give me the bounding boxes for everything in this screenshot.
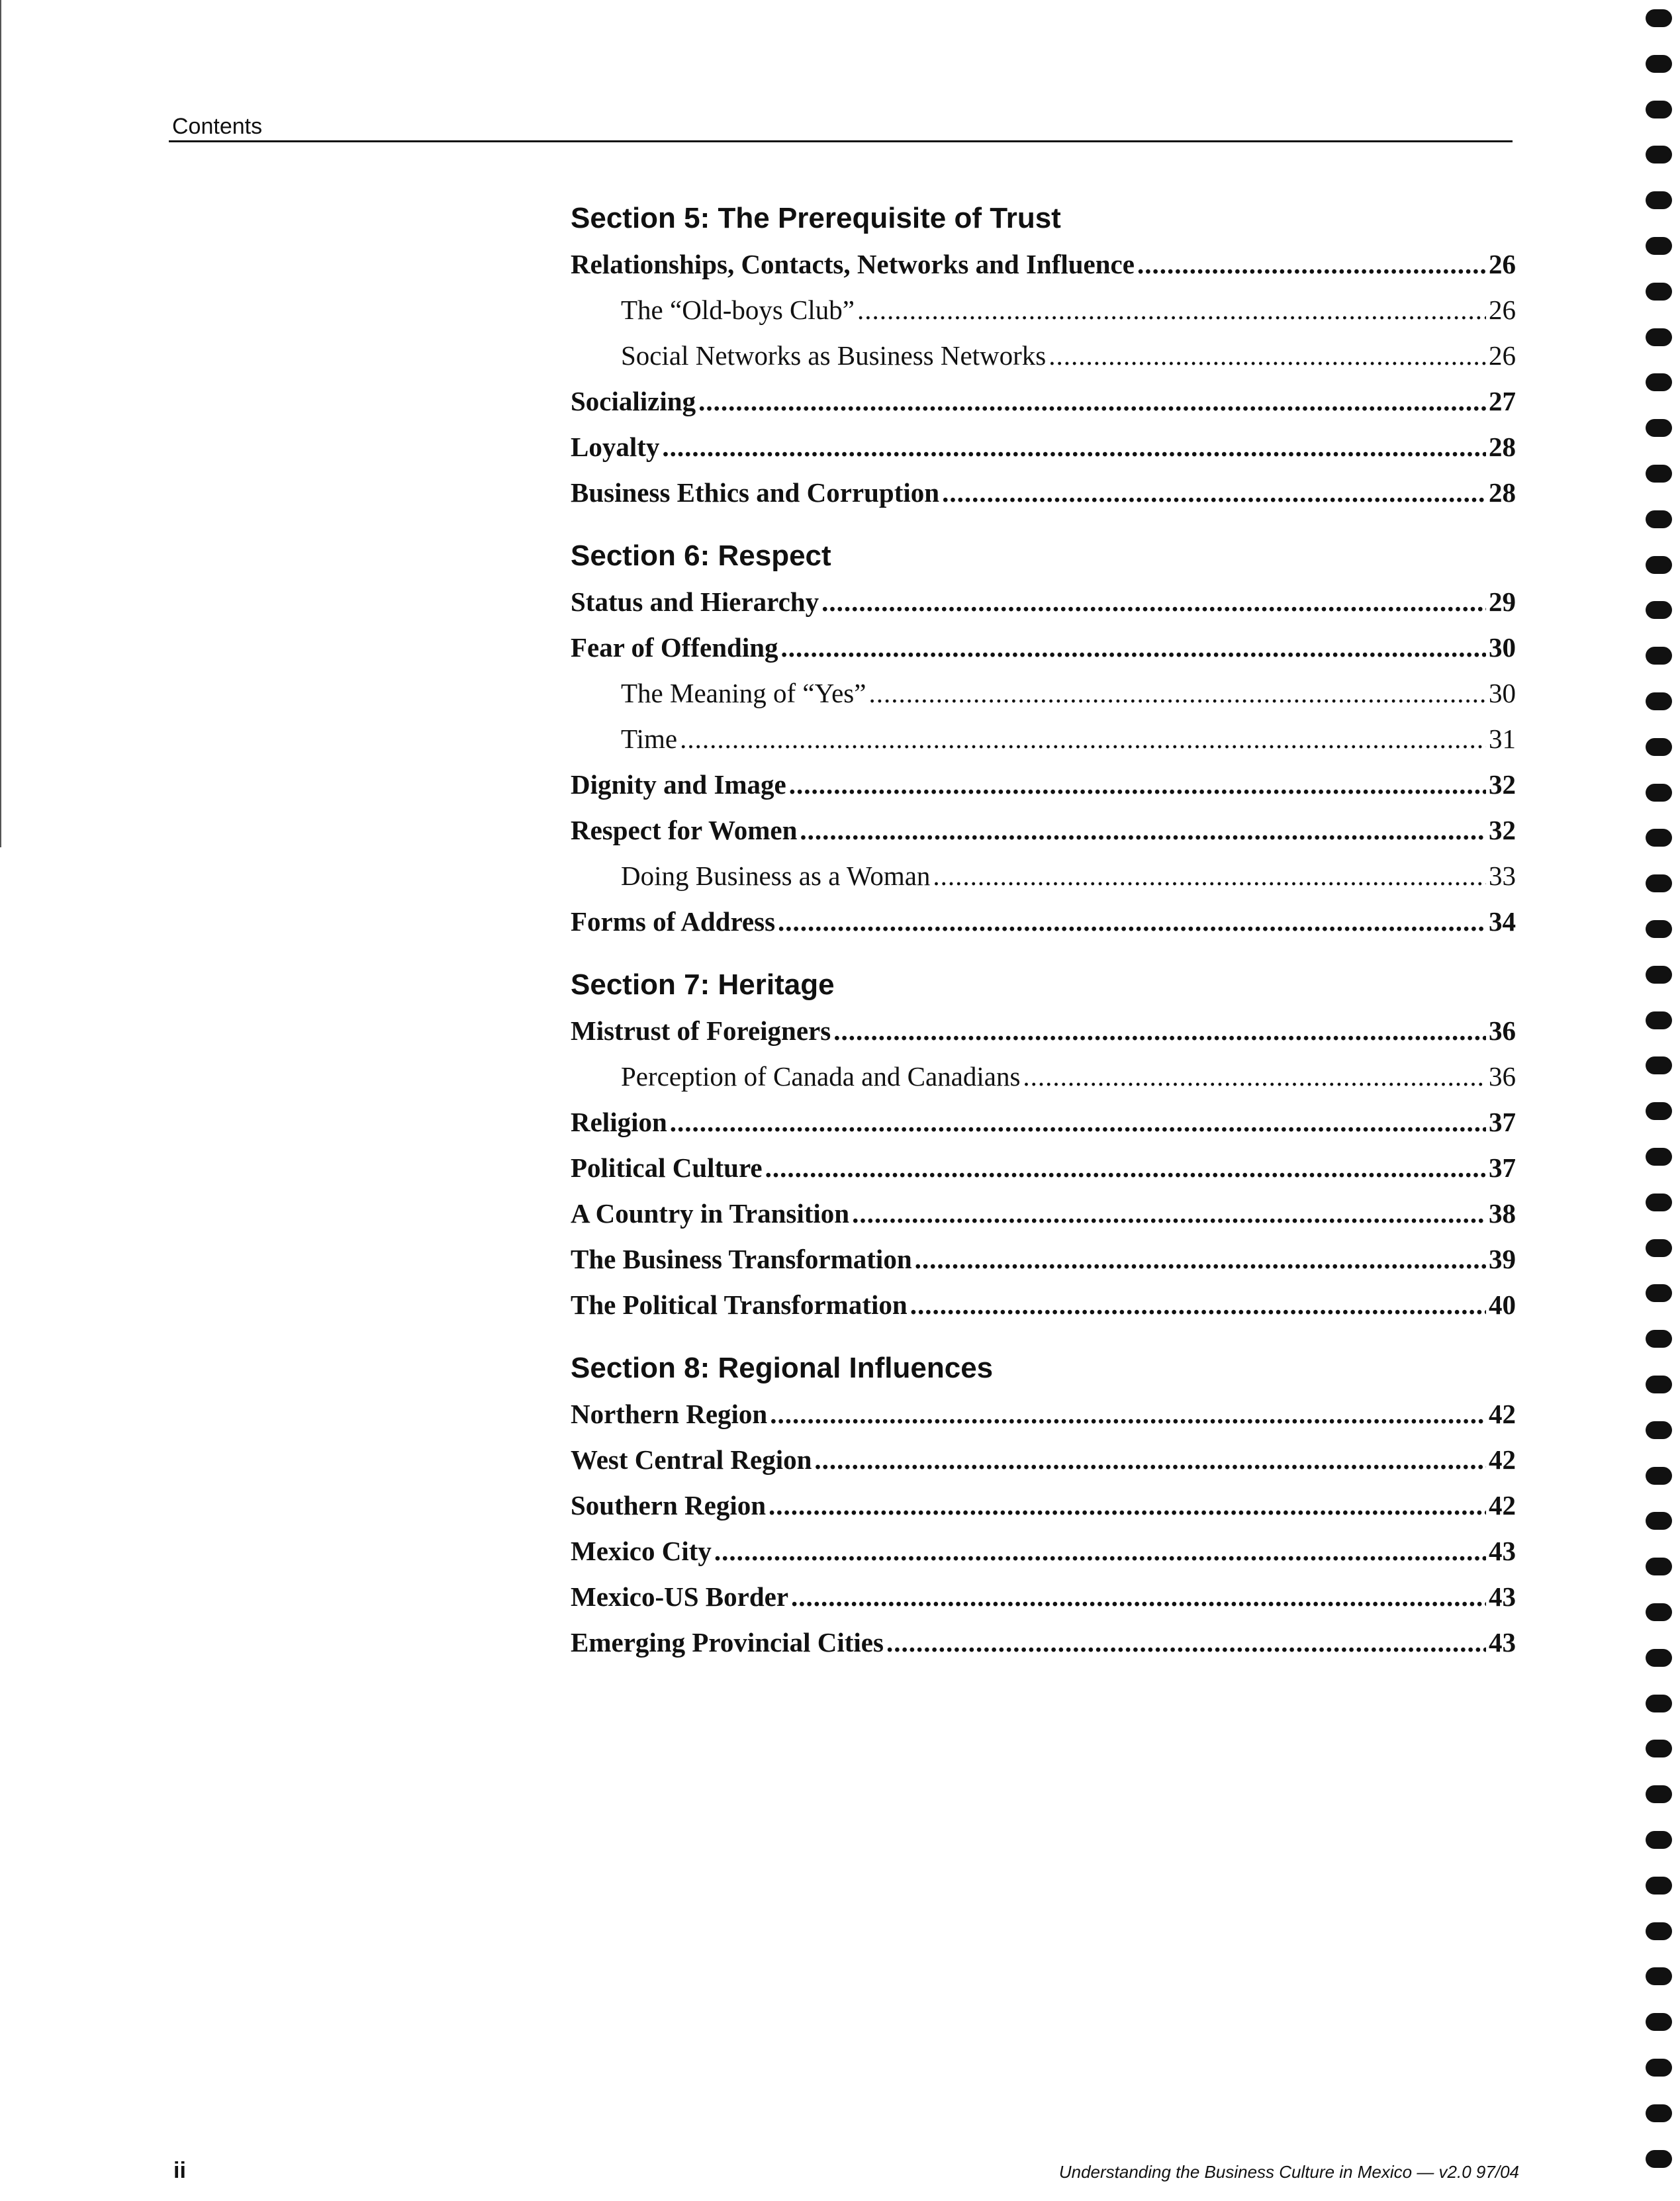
- spiral-binding-holes: [1646, 9, 1672, 2194]
- toc-entry: [571, 716, 1516, 762]
- table-of-contents: [571, 195, 1516, 1665]
- toc-entry-title: Northern Region: [571, 1399, 768, 1429]
- binding-hole: [1646, 101, 1672, 118]
- toc-entry-page: 30: [1489, 678, 1516, 708]
- toc-entry-page: 28: [1489, 477, 1516, 508]
- binding-hole: [1646, 191, 1672, 209]
- dot-leader: [833, 1008, 1486, 1054]
- binding-hole: [1646, 1148, 1672, 1166]
- binding-hole: [1646, 874, 1672, 892]
- dot-leader: [662, 424, 1486, 470]
- binding-hole: [1646, 601, 1672, 619]
- toc-entry-page: 42: [1489, 1444, 1516, 1475]
- toc-entry-page: 37: [1489, 1152, 1516, 1183]
- binding-hole: [1646, 2059, 1672, 2077]
- toc-entry: [571, 1528, 1516, 1574]
- toc-entry: [571, 287, 1516, 333]
- section-heading: Section 6: Respect: [571, 539, 831, 572]
- toc-entry: [571, 1100, 1516, 1145]
- toc-entry: [571, 1282, 1516, 1328]
- toc-entry-page: 26: [1489, 249, 1516, 279]
- binding-hole: [1646, 1831, 1672, 1849]
- toc-entry: [571, 1237, 1516, 1282]
- binding-hole: [1646, 2013, 1672, 2031]
- toc-entry: [571, 808, 1516, 853]
- dot-leader: [868, 671, 1486, 716]
- toc-entry: [571, 242, 1516, 287]
- binding-hole: [1646, 283, 1672, 301]
- toc-entry-page: 43: [1489, 1627, 1516, 1658]
- dot-leader: [852, 1191, 1486, 1237]
- binding-hole: [1646, 738, 1672, 756]
- dot-leader: [933, 853, 1486, 899]
- binding-hole: [1646, 966, 1672, 984]
- toc-entry-page: 36: [1489, 1061, 1516, 1092]
- section-heading: Section 7: Heritage: [571, 968, 835, 1001]
- binding-hole: [1646, 1102, 1672, 1120]
- binding-hole: [1646, 784, 1672, 802]
- binding-hole: [1646, 9, 1672, 27]
- binding-hole: [1646, 556, 1672, 574]
- binding-hole: [1646, 1558, 1672, 1575]
- toc-entry-page: 33: [1489, 861, 1516, 891]
- dot-leader: [886, 1620, 1486, 1665]
- binding-hole: [1646, 1239, 1672, 1257]
- toc-entry-title: A Country in Transition: [571, 1198, 850, 1229]
- toc-entry-page: 42: [1489, 1490, 1516, 1521]
- dot-leader: [942, 470, 1486, 516]
- header-rule: [169, 140, 1513, 142]
- dot-leader: [1049, 333, 1486, 379]
- binding-hole: [1646, 419, 1672, 437]
- toc-entry-title: Fear of Offending: [571, 632, 778, 663]
- toc-entry-title: Loyalty: [571, 432, 660, 462]
- dot-leader: [698, 379, 1486, 424]
- toc-entry-title: Forms of Address: [571, 906, 776, 937]
- binding-hole: [1646, 1695, 1672, 1712]
- toc-entry-title: Emerging Provincial Cities: [571, 1627, 884, 1658]
- toc-entry-title: Relationships, Contacts, Networks and Influence: [571, 249, 1135, 279]
- dot-leader: [800, 808, 1486, 853]
- dot-leader: [770, 1391, 1486, 1437]
- binding-hole: [1646, 146, 1672, 164]
- binding-hole: [1646, 1421, 1672, 1439]
- dot-leader: [789, 762, 1486, 808]
- binding-hole: [1646, 692, 1672, 710]
- dot-leader: [765, 1145, 1486, 1191]
- section-heading: Section 8: Regional Influences: [571, 1352, 994, 1384]
- dot-leader: [769, 1483, 1486, 1528]
- binding-hole: [1646, 1649, 1672, 1667]
- toc-entry-title: Socializing: [571, 386, 696, 416]
- binding-hole: [1646, 1967, 1672, 1985]
- toc-entry: [571, 1191, 1516, 1237]
- binding-hole: [1646, 237, 1672, 255]
- dot-leader: [915, 1237, 1486, 1282]
- binding-hole: [1646, 1284, 1672, 1302]
- toc-entry-page: 43: [1489, 1536, 1516, 1566]
- dot-leader: [857, 287, 1486, 333]
- dot-leader: [778, 899, 1486, 945]
- toc-entry-page: 26: [1489, 340, 1516, 371]
- section-heading: Section 5: The Prerequisite of Trust: [571, 202, 1061, 234]
- binding-hole: [1646, 829, 1672, 847]
- toc-entry-page: 42: [1489, 1399, 1516, 1429]
- binding-hole: [1646, 55, 1672, 73]
- dot-leader: [670, 1100, 1486, 1145]
- toc-entry-page: 36: [1489, 1015, 1516, 1046]
- toc-entry-page: 39: [1489, 1244, 1516, 1274]
- toc-entry-page: 26: [1489, 295, 1516, 325]
- toc-entry-page: 31: [1489, 724, 1516, 754]
- binding-hole: [1646, 920, 1672, 938]
- dot-leader: [714, 1528, 1486, 1574]
- toc-entry-page: 32: [1489, 815, 1516, 845]
- toc-entry-title: Time: [621, 724, 678, 754]
- toc-entry-page: 28: [1489, 432, 1516, 462]
- binding-hole: [1646, 1512, 1672, 1530]
- binding-hole: [1646, 1740, 1672, 1757]
- binding-hole: [1646, 647, 1672, 665]
- toc-entry: [571, 579, 1516, 625]
- binding-hole: [1646, 1330, 1672, 1348]
- binding-hole: [1646, 1194, 1672, 1211]
- toc-entry: [571, 762, 1516, 808]
- toc-entry-page: 32: [1489, 769, 1516, 800]
- toc-entry-title: Religion: [571, 1107, 667, 1137]
- toc-entry-title: West Central Region: [571, 1444, 812, 1475]
- toc-entry-page: 40: [1489, 1289, 1516, 1320]
- toc-entry: [571, 1620, 1516, 1665]
- dot-leader: [781, 625, 1486, 671]
- toc-entry-title: The Political Transformation: [571, 1289, 908, 1320]
- toc-entry: [571, 853, 1516, 899]
- binding-hole: [1646, 510, 1672, 528]
- toc-entry: [571, 470, 1516, 516]
- toc-entry: [571, 333, 1516, 379]
- toc-entry: [571, 1391, 1516, 1437]
- toc-entry-title: Status and Hierarchy: [571, 586, 819, 617]
- binding-hole: [1646, 1922, 1672, 1940]
- binding-hole: [1646, 2150, 1672, 2168]
- toc-entry: [571, 1437, 1516, 1483]
- toc-entry: [571, 1145, 1516, 1191]
- binding-hole: [1646, 328, 1672, 346]
- binding-hole: [1646, 1877, 1672, 1895]
- dot-leader: [1023, 1054, 1486, 1100]
- toc-entry-page: 30: [1489, 632, 1516, 663]
- toc-entry: [571, 671, 1516, 716]
- page-edge-line: [0, 0, 1, 847]
- toc-entry-title: Mistrust of Foreigners: [571, 1015, 831, 1046]
- toc-entry: [571, 625, 1516, 671]
- toc-entry-title: The “Old-boys Club”: [621, 295, 855, 325]
- toc-entry: [571, 379, 1516, 424]
- toc-entry: [571, 1574, 1516, 1620]
- dot-leader: [910, 1282, 1486, 1328]
- toc-entry-page: 27: [1489, 386, 1516, 416]
- toc-entry: [571, 1483, 1516, 1528]
- binding-hole: [1646, 1467, 1672, 1485]
- binding-hole: [1646, 1376, 1672, 1393]
- running-header: Contents: [172, 114, 263, 139]
- toc-entry-title: Southern Region: [571, 1490, 767, 1521]
- toc-entry: [571, 1008, 1516, 1054]
- toc-entry-title: The Meaning of “Yes”: [621, 678, 866, 708]
- binding-hole: [1646, 1011, 1672, 1029]
- toc-entry-title: Political Culture: [571, 1152, 763, 1183]
- toc-entry-page: 34: [1489, 906, 1516, 937]
- toc-entry-title: Mexico City: [571, 1536, 712, 1566]
- binding-hole: [1646, 1603, 1672, 1621]
- binding-hole: [1646, 2104, 1672, 2122]
- toc-entry-title: Social Networks as Business Networks: [621, 340, 1047, 371]
- toc-entry: [571, 1054, 1516, 1100]
- toc-entry: [571, 899, 1516, 945]
- toc-entry-title: Business Ethics and Corruption: [571, 477, 940, 508]
- toc-entry-title: The Business Transformation: [571, 1244, 912, 1274]
- dot-leader: [1137, 242, 1486, 287]
- footer-document-title: Understanding the Business Culture in Mexico — v2.0 97/04: [1058, 2162, 1519, 2182]
- toc-entry-title: Mexico-US Border: [571, 1581, 789, 1612]
- binding-hole: [1646, 1785, 1672, 1803]
- toc-entry-title: Perception of Canada and Canadians: [621, 1061, 1021, 1092]
- toc-entry-page: 29: [1489, 586, 1516, 617]
- binding-hole: [1646, 465, 1672, 483]
- dot-leader: [814, 1437, 1486, 1483]
- toc-entry-title: Doing Business as a Woman: [621, 861, 931, 891]
- toc-entry-page: 38: [1489, 1198, 1516, 1229]
- toc-entry-page: 43: [1489, 1581, 1516, 1612]
- footer-page-number: ii: [173, 2158, 186, 2183]
- toc-entry-title: Respect for Women: [571, 815, 798, 845]
- dot-leader: [821, 579, 1486, 625]
- toc-entry: [571, 424, 1516, 470]
- dot-leader: [791, 1574, 1486, 1620]
- toc-entry-page: 37: [1489, 1107, 1516, 1137]
- binding-hole: [1646, 1056, 1672, 1074]
- toc-entry-title: Dignity and Image: [571, 769, 786, 800]
- binding-hole: [1646, 373, 1672, 391]
- dot-leader: [680, 716, 1486, 762]
